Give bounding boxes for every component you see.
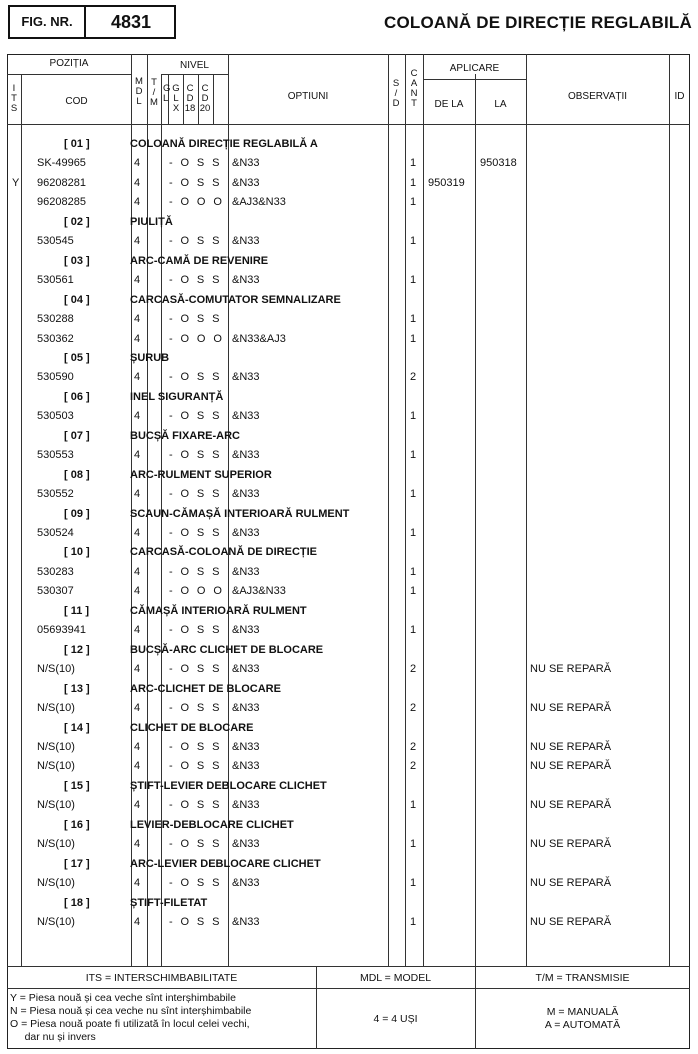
grid-line [161,74,228,75]
cell-cant: 1 [410,176,417,189]
cell-options: &AJ3&N33 [232,585,286,598]
cell-cant: 1 [410,157,417,170]
cell-cant: 1 [410,799,417,812]
cell-cant: 1 [410,332,417,345]
cell-cod: 530552 [37,488,74,501]
cell-levels: - O S S [169,565,222,578]
section-title: BUCȘĂ FIXARE-ARC [130,429,240,442]
cell-cant: 1 [410,196,417,209]
cell-levels: - O O O [169,196,225,209]
cell-la: 950318 [480,157,517,170]
cell-mdl: 4 [134,235,141,248]
cell-options: &N33 [232,449,260,462]
header-glx: G L X [172,83,180,114]
header-cant: C A N T [410,68,418,109]
cell-mdl: 4 [134,585,141,598]
cell-mdl: 4 [134,410,141,423]
cell-cant: 1 [410,313,417,326]
cell-cant: 2 [410,371,417,384]
cell-de-la: 950319 [428,176,465,189]
section-title: CARCASĂ-COLOANĂ DE DIRECȚIE [130,546,317,559]
cell-mdl: 4 [134,313,141,326]
cell-cod: 530362 [37,332,74,345]
cell-options: &N33 [232,527,260,539]
cell-options: &N33&AJ3 [232,332,286,345]
cell-options: &AJ3&N33 [232,196,286,209]
section-index: [ 14 ] [64,721,90,734]
cell-cant: 1 [410,877,417,890]
grid-line [7,74,131,75]
cell-observatii: NU SE REPARĂ [530,916,612,928]
header-observatii: OBSERVAȚII [567,91,628,102]
cell-cant: 1 [410,838,417,851]
cell-options: &N33 [232,274,260,287]
cell-options: &N33 [232,760,260,773]
section-title: PIULIȚĂ [130,215,173,228]
cell-cod: N/S(10) [37,799,75,812]
cell-cod: 530307 [37,585,74,598]
section-title: CLICHET DE BLOCARE [130,721,254,734]
cell-observatii: NU SE REPARĂ [530,760,612,773]
cell-options: &N33 [232,702,260,715]
legend-its-n: N = Piesa nouă și cea veche nu sînt interșhimbabile [10,1005,252,1017]
cell-levels: - O S S [169,624,222,637]
grid-line [423,79,526,80]
section-title: BUCȘĂ-ARC CLICHET DE BLOCARE [130,643,324,656]
cell-mdl: 4 [134,371,141,384]
cell-cant: 1 [410,449,417,462]
cell-options: &N33 [232,663,260,676]
grid-line [405,54,406,966]
cell-mdl: 4 [134,157,141,170]
cell-cant: 1 [410,410,417,423]
cell-levels: - O S S [169,157,222,170]
cell-options: &N33 [232,410,260,423]
cell-mdl: 4 [134,274,141,287]
header-its: I T S [10,83,18,114]
cell-cod: SK-49965 [37,157,86,170]
legend-tm-manual: M = MANUALĂ [546,1006,619,1018]
legend-tm-automat: A = AUTOMATĂ [544,1019,621,1031]
cell-levels: - O S S [169,274,222,287]
section-index: [ 06 ] [64,390,90,403]
cell-cod: 05693941 [37,624,86,637]
cell-options: &N33 [232,624,260,637]
cell-cod: N/S(10) [37,916,75,928]
section-title: CARCASĂ-COMUTATOR SEMNALIZARE [130,293,341,306]
section-title: ARC-CAMĂ DE REVENIRE [130,254,269,267]
cell-cod: 530553 [37,449,74,462]
legend-mdl-value: 4 = 4 UȘI [373,1013,418,1025]
cell-mdl: 4 [134,527,141,539]
grid-line [388,54,389,966]
section-index: [ 11 ] [64,604,90,617]
grid-line [7,124,690,125]
cell-mdl: 4 [134,488,141,501]
cell-cant: 1 [410,585,417,598]
section-index: [ 12 ] [64,643,90,656]
cell-levels: - O S S [169,488,222,501]
header-cod: COD [65,96,88,107]
grid-line [168,74,169,124]
cell-levels: - O S S [169,410,222,423]
section-title: ȘURUB [130,351,170,364]
grid-line [7,988,690,989]
cell-options: &N33 [232,176,260,189]
section-index: [ 04 ] [64,293,90,306]
grid-line [213,74,214,124]
cell-options: &N33 [232,740,260,753]
grid-line [669,54,670,966]
cell-levels: - O S S [169,449,222,462]
grid-line [526,54,527,966]
section-title: COLOANĂ DIRECȚIE REGLABILĂ A [130,138,318,150]
cell-mdl: 4 [134,760,141,773]
header-nivel: NIVEL [180,60,209,71]
cell-options: &N33 [232,565,260,578]
legend-its-o-cont: dar nu și invers [10,1031,96,1043]
cell-cant: 2 [410,702,417,715]
cell-options: &N33 [232,157,260,170]
section-title: ARC-RULMENT SUPERIOR [130,468,272,481]
legend-tm-header: T/M = TRANSMISIE [535,972,630,984]
cell-cod: 96208281 [37,176,86,189]
cell-levels: - O S S [169,235,222,248]
cell-mdl: 4 [134,877,141,890]
header-cd18: C D 18 [184,83,196,114]
cell-options: &N33 [232,488,260,501]
header-la: LA [494,99,507,110]
section-index: [ 18 ] [64,896,90,909]
cell-cod: 96208285 [37,196,86,209]
cell-mdl: 4 [134,449,141,462]
cell-mdl: 4 [134,332,141,345]
section-index: [ 17 ] [64,857,90,870]
page-title: COLOANĂ DE DIRECȚIE REGLABILĂ [383,13,692,32]
cell-observatii: NU SE REPARĂ [530,702,612,715]
cell-observatii: NU SE REPARĂ [530,799,612,812]
legend-its-header: ITS = INTERSCHIMBABILITATE [85,972,238,984]
section-index: [ 16 ] [64,818,90,831]
section-index: [ 13 ] [64,682,90,695]
section-title: ARC-LEVIER DEBLOCARE CLICHET [130,857,321,870]
cell-cant: 1 [410,624,417,637]
cell-observatii: NU SE REPARĂ [530,740,612,753]
cell-observatii: NU SE REPARĂ [530,663,612,676]
section-title: SCAUN-CĂMAȘĂ INTERIOARĂ RULMENT [130,507,350,520]
section-title: ȘTIFT-LEVIER DEBLOCARE CLICHET [130,779,327,792]
header-de-la: DE LA [434,99,464,110]
cell-levels: - O S S [169,838,222,851]
header-optiuni: OPTIUNI [287,91,329,102]
cell-levels: - O S S [169,799,222,812]
cell-cod: 530524 [37,527,74,539]
section-index: [ 03 ] [64,254,90,267]
section-index: [ 15 ] [64,779,90,792]
cell-mdl: 4 [134,663,141,676]
cell-cant: 1 [410,488,417,501]
cell-cod: N/S(10) [37,838,75,851]
cell-cod: N/S(10) [37,663,75,676]
header-gl: G L [163,83,171,104]
section-index: [ 01 ] [64,138,90,150]
section-title: INEL SIGURANȚĂ [130,390,224,403]
header-aplicare: APLICARE [449,63,500,74]
cell-levels: - O S S [169,916,222,928]
cell-mdl: 4 [134,740,141,753]
cell-cant: 2 [410,663,417,676]
cell-levels: - O S S [169,877,222,890]
section-title: LEVIER-DEBLOCARE CLICHET [130,818,294,831]
cell-cod: 530283 [37,565,74,578]
cell-cant: 1 [410,565,417,578]
cell-options: &N33 [232,799,260,812]
cell-mdl: 4 [134,799,141,812]
cell-cant: 1 [410,527,417,539]
cell-cod: 530561 [37,274,74,287]
cell-mdl: 4 [134,196,141,209]
cell-options: &N33 [232,877,260,890]
header-sd: S / D [392,78,400,109]
cell-cant: 1 [410,916,417,928]
cell-cant: 1 [410,274,417,287]
cell-cod: N/S(10) [37,760,75,773]
cell-cod: 530288 [37,313,74,326]
cell-mdl: 4 [134,702,141,715]
section-index: [ 02 ] [64,215,90,228]
cell-observatii: NU SE REPARĂ [530,838,612,851]
legend-its-y: Y = Piesa nouă și cea veche sînt interșhimbabile [10,992,236,1004]
grid-line [7,966,690,967]
cell-mdl: 4 [134,916,141,928]
cell-mdl: 4 [134,838,141,851]
cell-cod: N/S(10) [37,877,75,890]
grid-line [423,54,424,966]
cell-levels: - O O O [169,332,225,345]
legend-mdl-header: MDL = MODEL [359,972,432,984]
section-index: [ 07 ] [64,429,90,442]
cell-options: &N33 [232,371,260,384]
cell-levels: - O S S [169,740,222,753]
cell-mdl: 4 [134,565,141,578]
section-title: ARC-CLICHET DE BLOCARE [130,682,281,695]
cell-options: &N33 [232,838,260,851]
cell-levels: - O S S [169,527,222,539]
grid-line [21,74,22,966]
header-mdl: M D L [135,76,143,107]
cell-cod: N/S(10) [37,702,75,715]
section-title: ȘTIFT-FILETAT [130,896,208,909]
header-tm: T / M [150,77,158,108]
grid-line [161,74,162,966]
cell-options: &N33 [232,916,260,928]
cell-levels: - O S S [169,663,222,676]
header-cd20: C D 20 [199,83,211,114]
cell-its: Y [12,176,20,189]
cell-levels: - O O O [169,585,225,598]
cell-cant: 1 [410,235,417,248]
cell-levels: - O S S [169,760,222,773]
legend-its-o: O = Piesa nouă poate fi utilizată în locul celei vechi, [10,1018,250,1030]
figure-number: 4831 [110,12,152,32]
grid-line [475,74,476,966]
cell-cod: N/S(10) [37,740,75,753]
parts-table-frame [7,54,690,1049]
header-id: ID [674,91,685,102]
cell-cod: 530503 [37,410,74,423]
cell-levels: - O S S [169,176,222,189]
cell-options: &N33 [232,235,260,248]
section-index: [ 08 ] [64,468,90,481]
section-index: [ 09 ] [64,507,90,520]
cell-cod: 530590 [37,371,74,384]
cell-levels: - O S S [169,313,222,326]
cell-levels: - O S S [169,371,222,384]
header-pozitia: POZIȚIA [49,58,89,69]
cell-cant: 2 [410,760,417,773]
cell-mdl: 4 [134,176,141,189]
figure-label: FIG. NR. [10,7,86,37]
cell-cant: 2 [410,740,417,753]
cell-mdl: 4 [134,624,141,637]
section-index: [ 05 ] [64,351,90,364]
cell-cod: 530545 [37,235,74,248]
cell-observatii: NU SE REPARĂ [530,877,612,890]
section-index: [ 10 ] [64,546,90,559]
section-title: CĂMAȘĂ INTERIOARĂ RULMENT [130,604,307,617]
cell-levels: - O S S [169,702,222,715]
